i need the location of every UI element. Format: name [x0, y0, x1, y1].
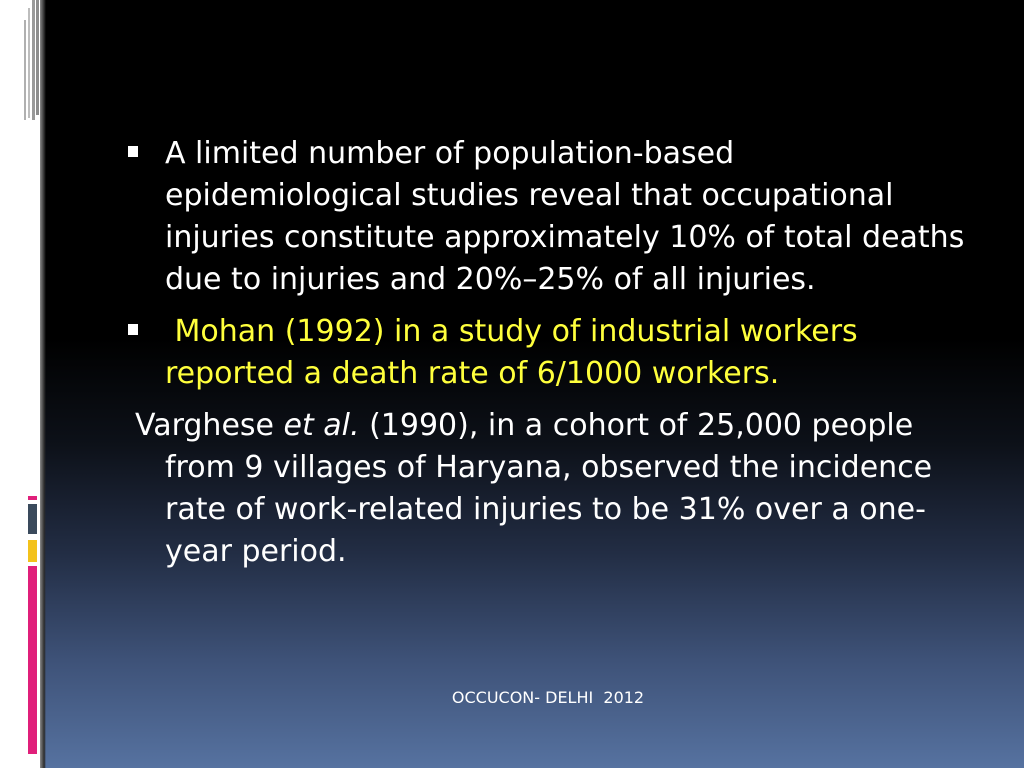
decorative-bars — [0, 0, 40, 130]
slide-content — [120, 133, 980, 573]
square-bullet-icon — [128, 146, 138, 157]
paragraph-3-italic: et al. — [283, 408, 360, 443]
accent-pink-top — [28, 496, 37, 500]
paragraph-varghese — [120, 405, 980, 573]
bullet-text-1: A limited number of population-based epidemiological studies reveal that occupational injuries constitute approximately 10% of total deaths due to injuries and 20%–25% of all injuries. — [165, 136, 965, 297]
paragraph-3-start: Varghese — [135, 408, 284, 443]
left-strip-shadow — [40, 0, 46, 768]
bullet-item-2 — [120, 311, 980, 395]
accent-yellow-block — [28, 540, 37, 562]
accent-gray-block — [28, 504, 37, 534]
accent-pink-block — [28, 566, 37, 754]
slide-footer: OCCUCON- DELHI 2012 — [451, 688, 645, 707]
square-bullet-icon — [128, 324, 138, 335]
bullet-item-1 — [120, 133, 980, 301]
bullet-text-2: Mohan (1992) in a study of industrial workers reported a death rate of 6/1000 workers. — [165, 314, 868, 391]
paragraph-3-rest: (1990), in a cohort of 25,000 people from 9 villages of Haryana, observed the incidence rate of work-related injuries to be 31% over a one-year period. — [165, 408, 942, 569]
